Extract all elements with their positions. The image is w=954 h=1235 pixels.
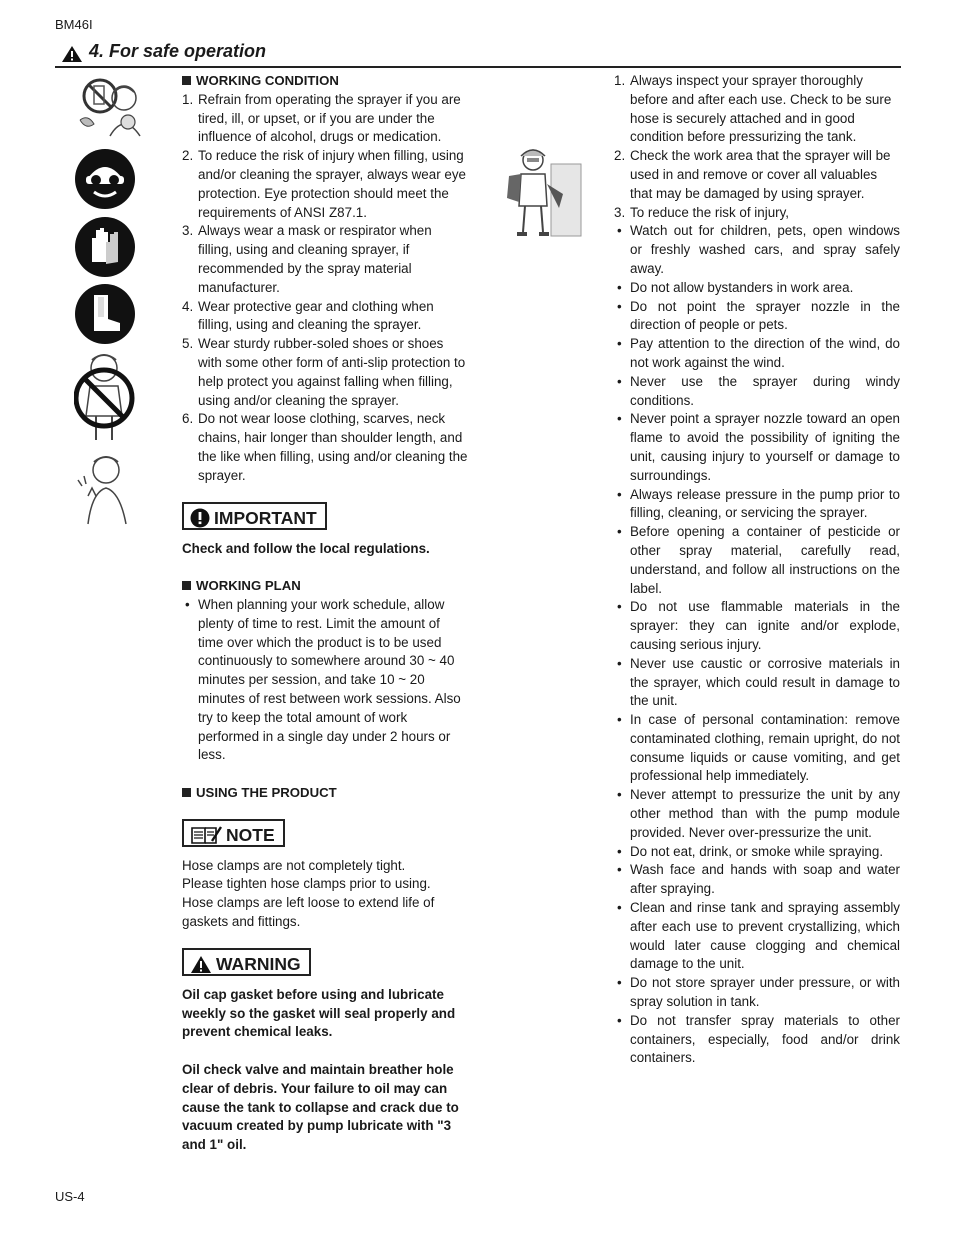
- gloves-icon: [74, 216, 136, 278]
- list-item: • In case of personal contamination: remove contaminated clothing, remain upright, do not consume liquids or cause vomiting, and get professional help immediately.: [614, 711, 900, 786]
- sprayer-operator-illustration: [503, 144, 583, 240]
- list-item: • Never attempt to pressurize the unit by any other method than with the pump module provided. Never over-pressurize the unit.: [614, 786, 900, 842]
- inspection-list: [614, 72, 900, 222]
- working-plan-list: [182, 596, 468, 765]
- page-title: 4. For safe operation: [89, 41, 267, 61]
- right-column: [614, 72, 900, 1068]
- list-item: • Before opening a container of pesticide or other spray material, carefully read, understand, and follow all instructions on the label.: [614, 523, 900, 598]
- list-item: 2. To reduce the risk of injury when filling, using and/or cleaning the sprayer, always wear eye protection. Eye protection should meet the requirements of ANSI Z87.1.: [182, 148, 466, 220]
- list-item: • Wash face and hands with soap and water after spraying.: [614, 861, 900, 899]
- warning-triangle-icon: [61, 45, 83, 63]
- using-product-heading: USING THE PRODUCT: [182, 784, 468, 803]
- important-box: [182, 502, 327, 530]
- person-caution-icon: [74, 452, 136, 526]
- note-text: Hose clamps are not completely tight. Please tighten hose clamps prior to using. Hose clamps are left loose to extend life of gaskets and fittings.: [182, 857, 435, 930]
- warning-text-1: Oil cap gasket before using and lubricate weekly so the gasket will seal properly and prevent chemical leaks.: [182, 986, 456, 1040]
- important-text: Check and follow the local regulations.: [182, 540, 430, 556]
- injury-prevention-list: [614, 222, 900, 1068]
- working-plan-heading: WORKING PLAN: [182, 577, 468, 596]
- list-item: • Watch out for children, pets, open windows or freshly washed cars, and spray safely away.: [614, 222, 900, 278]
- list-item: • Never point a sprayer nozzle toward an open flame to avoid the possibility of igniting the unit, causing injury to yourself or damage to surroundings.: [614, 410, 900, 485]
- list-item: • Do not transfer spray materials to other containers, especially, food and/or drink containers.: [614, 1012, 900, 1068]
- important-label: IMPORTANT: [214, 507, 317, 528]
- list-item: • Do not use flammable materials in the sprayer: they can ignite and/or explode, causing serious injury.: [614, 598, 900, 654]
- list-item: • Never use the sprayer during windy conditions.: [614, 373, 900, 411]
- list-item: 1. Refrain from operating the sprayer if you are tired, ill, or upset, or if you are under the influence of alcohol, drugs or medication.: [182, 91, 461, 145]
- no-loose-clothing-icon: [74, 350, 136, 446]
- list-item: • Always release pressure in the pump prior to filling, cleaning, or servicing the sprayer.: [614, 486, 900, 524]
- exclamation-icon: [190, 508, 210, 528]
- working-condition-heading: WORKING CONDITION: [182, 72, 468, 91]
- section-title-bar: [55, 40, 901, 68]
- left-column: [182, 72, 468, 1155]
- list-item: 1. Always inspect your sprayer thoroughly before and after each use. Check to be sure hose is securely attached and in good condition before pressurizing the tank.: [614, 73, 892, 145]
- page-number: US-4: [55, 1189, 85, 1204]
- working-condition-list: [182, 91, 468, 486]
- list-item: 3. Always wear a mask or respirator when filling, using and cleaning sprayer, if recommended by the spray material manufacturer.: [182, 223, 432, 295]
- list-item: • Do not allow bystanders in work area.: [614, 279, 900, 298]
- list-item: • Clean and rinse tank and spraying assembly after each use to prevent crystallizing, which would later cause clogging and chemical damage to the unit.: [614, 899, 900, 974]
- list-item: 4. Wear protective gear and clothing when filling, using and cleaning the sprayer.: [182, 298, 434, 333]
- list-item: • Never use caustic or corrosive materials in the sprayer, which could result in damage to the unit.: [614, 655, 900, 711]
- eye-ear-protection-icon: [74, 148, 136, 210]
- list-item: 5. Wear sturdy rubber-soled shoes or shoes with some other form of anti-slip protection to help protect you against falling when filling, using and/or cleaning the sprayer.: [182, 336, 466, 408]
- warning-triangle-icon: [190, 955, 212, 974]
- warning-box: [182, 948, 311, 976]
- warning-label: WARNING: [216, 954, 301, 975]
- list-item: • Do not eat, drink, or smoke while spraying.: [614, 843, 900, 862]
- list-item: • Pay attention to the direction of the wind, do not work against the wind.: [614, 335, 900, 373]
- boots-icon: [74, 283, 136, 345]
- list-item: • Do not point the sprayer nozzle in the direction of people or pets.: [614, 298, 900, 336]
- list-item: • When planning your work schedule, allow plenty of time to rest. Limit the amount of time over which the product is to be used continuously to somewhere around 30 ~ 40 minutes per session, and take 10 ~ 20 minutes of rest between work sessions. Also try to keep the total amount of work performed in a single day under 2 hours or less.: [182, 596, 468, 765]
- warning-text-2: Oil check valve and maintain breather hole clear of debris. Your failure to oil may can cause the tank to collapse and crack due to vacuum created by pump lubricate with "3 and 1" oil.: [182, 1062, 459, 1153]
- list-item: 3. To reduce the risk of injury,: [614, 204, 790, 220]
- model-code: BM46I: [55, 17, 93, 32]
- list-item: • Do not store sprayer under pressure, or with spray solution in tank.: [614, 974, 900, 1012]
- list-item: 2. Check the work area that the sprayer will be used in and remove or cover all valuables that may be damaged by using sprayer.: [614, 148, 891, 201]
- note-label: NOTE: [226, 825, 275, 846]
- no-alcohol-person-icon: [74, 76, 146, 138]
- note-book-icon: [190, 825, 222, 845]
- note-box: [182, 819, 285, 847]
- list-item: 6. Do not wear loose clothing, scarves, neck chains, hair longer than shoulder length, and the like when filling, using and/or cleaning the sprayer.: [182, 411, 468, 483]
